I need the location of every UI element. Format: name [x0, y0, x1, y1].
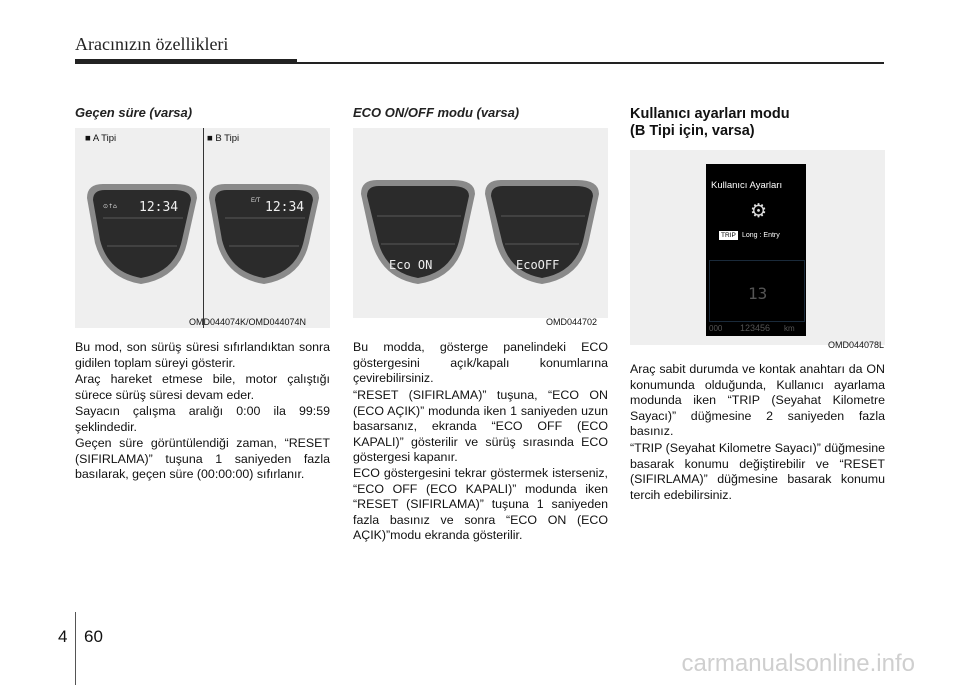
- cluster-b-time: 12:34: [265, 200, 305, 215]
- lcd-title: Kullanıcı Ayarları: [711, 180, 783, 191]
- left-paragraph-3: Sayacın çalışma aralığı 0:00 ila 99:59 şeklindedir.: [75, 404, 330, 434]
- chapter-number: 4: [58, 627, 68, 646]
- right-paragraph-1: Araç sabit durumda ve kontak anahtarı da ON konumunda olduğunda, Kullanıcı ayarlama modunda iken “TRIP (Seyahat Kilometre Sayacı)” düğmesine 2 saniyeden fazla basınız.: [630, 362, 885, 439]
- running-header: Aracınızın özellikleri: [75, 34, 229, 54]
- cluster-a-time: 12:34: [139, 200, 179, 215]
- gear-icon: ⚙: [750, 201, 768, 222]
- cluster-b: [209, 184, 319, 284]
- cluster-drawing-a-b: [75, 128, 330, 328]
- odo-unit: km: [784, 324, 795, 333]
- right-figure-code: OMD044078L: [828, 340, 885, 350]
- right-heading-line-2: (B Tipi için, varsa): [630, 123, 755, 139]
- right-heading-line-1: Kullanıcı ayarları modu: [630, 106, 790, 122]
- middle-heading: ECO ON/OFF modu (varsa): [353, 105, 520, 120]
- right-paragraph-2: “TRIP (Seyahat Kilometre Sayacı)” düğmesine basarak konumu değiştirebilir ve “RESET (SIFIRLAMA)” düğmesine basarak konumu tercih edebilirsiniz.: [630, 441, 885, 502]
- entry-text: Long : Entry: [742, 232, 780, 239]
- cluster-a: [87, 184, 197, 284]
- right-heading: [630, 106, 790, 140]
- page-number: 60: [84, 627, 103, 646]
- right-figure: [630, 150, 885, 345]
- eco-on-display: Eco ON: [389, 258, 433, 272]
- left-figure-code: OMD044074K/OMD044074N: [189, 317, 307, 327]
- footer-separator: [75, 612, 76, 685]
- lcd-screen: [706, 164, 806, 336]
- middle-figure: [353, 128, 608, 318]
- trip-badge: TRIP: [721, 232, 736, 239]
- middle-figure-code: OMD044702: [546, 317, 598, 327]
- svg-text:⊙↑⌂: ⊙↑⌂: [103, 203, 117, 210]
- odo-value: 123456: [740, 323, 771, 333]
- odo-left: 000: [709, 324, 723, 333]
- middle-paragraph-3: ECO göstergesini tekrar göstermek isterseniz, “ECO OFF (ECO KAPALI)” modunda iken “RESET (SIFIRLAMA)” tuşuna 1 saniyeden fazla basınız ve sonra “ECO ON (ECO AÇIK)”modu ekranda gösterilir.: [353, 466, 608, 543]
- legend-b: ■ B Tipi: [207, 133, 240, 144]
- cluster-b-tag: E/T: [251, 198, 261, 204]
- left-heading: Geçen süre (varsa): [75, 105, 193, 120]
- eco-cluster-drawing: [353, 128, 608, 318]
- watermark: carmanualsonline.info: [681, 650, 915, 677]
- header-rule-thin: [297, 62, 884, 64]
- middle-paragraph-1: Bu modda, gösterge panelindeki ECO göstergesini açık/kapalı konumlarına çevirebilirsiniz.: [353, 340, 608, 386]
- left-paragraph-2: Araç hareket etmese bile, motor çalıştığı sürece sürüş süresi devam eder.: [75, 372, 330, 402]
- gear-digit: 13: [748, 284, 768, 303]
- middle-paragraph-2: “RESET (SIFIRLAMA)” tuşuna, “ECO ON (ECO AÇIK)” modunda iken 1 saniyeden uzun basarsanız, ekranda “ECO OFF (ECO KAPALI)” gösterilir ve sürüş sırasında ECO göstergesi kapanır.: [353, 388, 608, 465]
- eco-off-display: EcoOFF: [516, 258, 560, 272]
- left-figure: [75, 128, 330, 328]
- left-paragraph-1: Bu mod, son sürüş süresi sıfırlandıktan sonra gidilen toplam süreyi gösterir.: [75, 340, 330, 370]
- legend-a: ■ A Tipi: [85, 133, 117, 144]
- left-paragraph-4: Geçen süre görüntülendiği zaman, “RESET (SIFIRLAMA)” tuşuna 1 saniyeden fazla basılarak, geçen süre (00:00:00) sıfırlanır.: [75, 436, 330, 482]
- header-rule-thick: [75, 59, 297, 64]
